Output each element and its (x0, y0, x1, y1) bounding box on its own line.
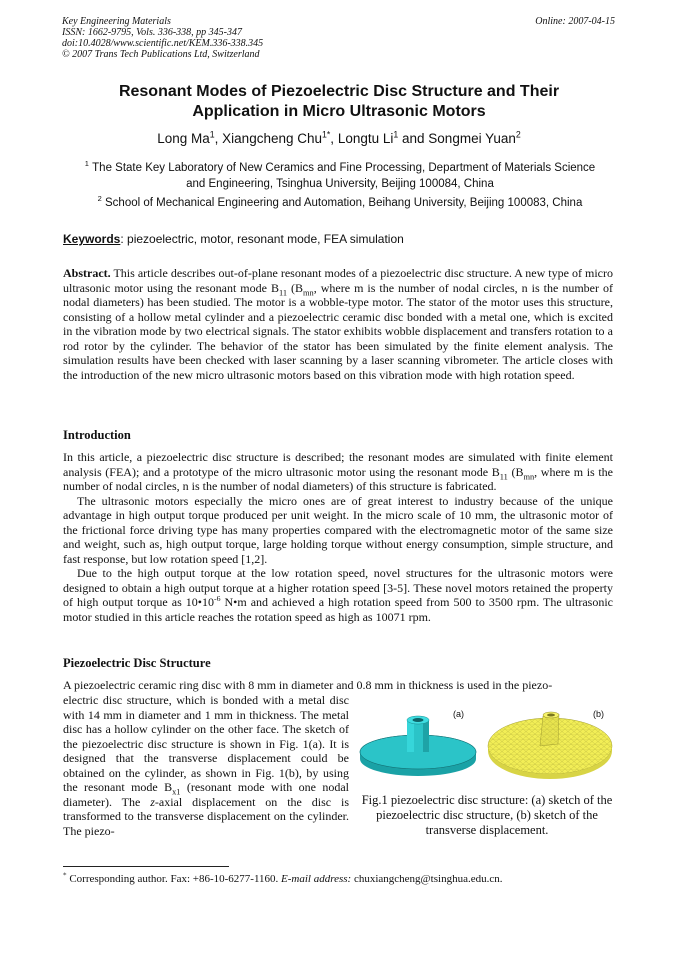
footnote-text: Corresponding author. Fax: +86-10-6277-1160. (66, 873, 282, 885)
footnote (63, 873, 502, 885)
abstract-text: , where m is the number of nodal circles, n is the number of nodal diameters) has been studied. The motor is a wobble-type motor. The stator of the motor uses this structure, consisting of a hollow metal cylinder and a piezoelectric ceramic disc bonded with a metal one, which is excited in the vibration mode by two electrical signals. The stator exhibits wobble displacement and transfers rotation to a rod rotor by the cylinder. The behavior of the stator has been simulated by the finite element analysis. The simulation results have been checked with laser scanning by a laser scanning vibrometer. The article closes with the introduction of the new micro ultrasonic motors based on this vibration mode with high rotation speed. (63, 280, 613, 382)
title-line-1: Resonant Modes of Piezoelectric Disc Structure and Their (118, 83, 560, 100)
subscript: mn (523, 471, 535, 481)
email-label: E-mail address: (281, 873, 352, 885)
copyright-line: © 2007 Trans Tech Publications Ltd, Switzerland (62, 49, 260, 60)
author-list: Long Ma$^1$, Xiangcheng Chu$^{1*}$, Longtu Li$^1$ and Songmei Yuan$^2$ (157, 129, 521, 146)
figure-1-illustration (355, 704, 617, 788)
keywords-label: Keywords (63, 232, 121, 246)
subscript: x1 (172, 787, 181, 797)
introduction-heading: Introduction (63, 428, 131, 442)
affiliation-number: 2 (97, 194, 102, 204)
figure-label-a: (a) (453, 709, 464, 719)
author-name: Longtu Li (337, 131, 394, 146)
paragraph-text: (resonant mode with one nodal diameter). The (63, 780, 349, 809)
abstract (63, 266, 613, 382)
paragraph (63, 450, 613, 494)
paper-title (0, 82, 678, 122)
author-affiliation-mark: 1* (322, 129, 331, 140)
footnote-rule (63, 866, 229, 867)
abstract-text: This article describes out-of-plane resonant modes of a piezoelectric disc structure. A new type of micro ultrasonic motor using the resonant mode B (63, 266, 613, 295)
figure-1 (355, 704, 617, 788)
journal-header (62, 16, 263, 60)
abstract-text: (B (287, 280, 304, 295)
paragraph-text: (B (507, 464, 524, 479)
author-name: Long Ma (157, 131, 210, 146)
paragraph-first-line: A piezoelectric ceramic ring disc with 8 mm in diameter and 0.8 mm in thickness is used in the piezo- (63, 678, 553, 692)
author-affiliation-mark: 1 (209, 129, 215, 140)
affiliation-text: and Engineering, Tsinghua University, Beijing 100084, China (186, 178, 494, 190)
disc-sketch (360, 716, 476, 776)
paragraph-text: , where m is the number of nodal circles, n is the number of nodal diameters) of this structure is fabricated. (63, 464, 614, 493)
paragraph-text: Due to the high output torque at the low rotation speed, novel structures for the ultrasonic motors were designed to obtain a high output torque at a higher rotation speed [3-5]. These novel motors retained the property of high output torque as 10•10 (63, 566, 613, 609)
keywords-text: : piezoelectric, motor, resonant mode, FEA simulation (120, 232, 404, 246)
displacement-mesh (488, 712, 612, 779)
online-date: Online: 2007-04-15 (535, 16, 615, 27)
issn-line: ISSN: 1662-9795, Vols. 336-338, pp 345-347 (62, 27, 242, 38)
paragraph-text: In this article, a piezoelectric disc structure is described; the resonant modes are simulated with finite element analysis (FEA); and a prototype of the micro ultrasonic motor using the resonant mode B (63, 450, 613, 479)
section-heading: Piezoelectric Disc Structure (63, 656, 211, 670)
figure-1-caption: Fig.1 piezoelectric disc structure: (a) sketch of the piezoelectric disc structure, (b) sketch of the transverse displacement. (361, 793, 613, 837)
email-address: chuxiangcheng@tsinghua.edu.cn. (351, 873, 503, 885)
author-name: Songmei Yuan (428, 131, 516, 146)
superscript: -6 (213, 594, 221, 603)
author-name: Xiangcheng Chu (222, 131, 322, 146)
author-conjunction: and (398, 131, 429, 146)
paragraph-column (63, 693, 349, 838)
paragraph: The ultrasonic motors especially the micro ones are of great interest to industry because of the unique advantage in high output torque produced per unit weight. In the micro scale of 10 mm, the ultrasonic motor of the frictional force driving type has many properties compared with the electromagnetic motor of the same size and weight, such as, high output torque, large holding torque without energy consumption, simple structure, and fast response, but low rotation speed [1,2]. (63, 493, 613, 566)
title-line-2: Application in Micro Ultrasonic Motors (192, 103, 486, 120)
affiliation-2 (60, 195, 620, 211)
figure-label-b: (b) (593, 709, 604, 719)
journal-name: Key Engineering Materials (62, 16, 171, 27)
paragraph-text: electric disc structure, which is bonded with a metal disc with 14 mm in diameter and 1 mm in thickness. The metal disc has a hollow cylinder on the other face. The sketch of the piezoelectric disc structure is shown in Fig. 1(a). It is designed that the transverse displacement could be obtained on the cylinder, as shown in Fig. 1(b), by using the resonant mode B (63, 693, 349, 794)
abstract-label: Abstract. (63, 266, 111, 280)
introduction-body (63, 450, 613, 624)
paragraph (63, 566, 613, 624)
subscript: 11 (278, 287, 288, 297)
subscript: 11 (499, 471, 508, 481)
paragraph-text: N•m and achieved a high rotation speed from 500 to 3500 rpm. The ultrasonic motor studied in this article reaches the rotation speed as high as 10071 rpm. (63, 595, 613, 624)
affiliation-number: 1 (84, 159, 89, 169)
keywords (63, 232, 404, 246)
footnote-mark: * (63, 871, 67, 880)
author-affiliation-mark: 1 (393, 129, 399, 140)
affiliation-text: School of Mechanical Engineering and Automation, Beihang University, Beijing 100083, China (105, 197, 583, 209)
doi-line: doi:10.4028/www.scientific.net/KEM.336-338.345 (62, 38, 264, 49)
paragraph-text: -axial displacement on the disc is transformed to the transverse displacement on the cylinder. The piezo- (63, 794, 349, 838)
subscript: mn (303, 287, 314, 297)
affiliation-1 (60, 160, 620, 192)
affiliation-text: The State Key Laboratory of New Ceramics and Fine Processing, Department of Materials Science (92, 162, 596, 174)
author-affiliation-mark: 2 (515, 129, 521, 140)
italic-variable: z (150, 794, 155, 809)
